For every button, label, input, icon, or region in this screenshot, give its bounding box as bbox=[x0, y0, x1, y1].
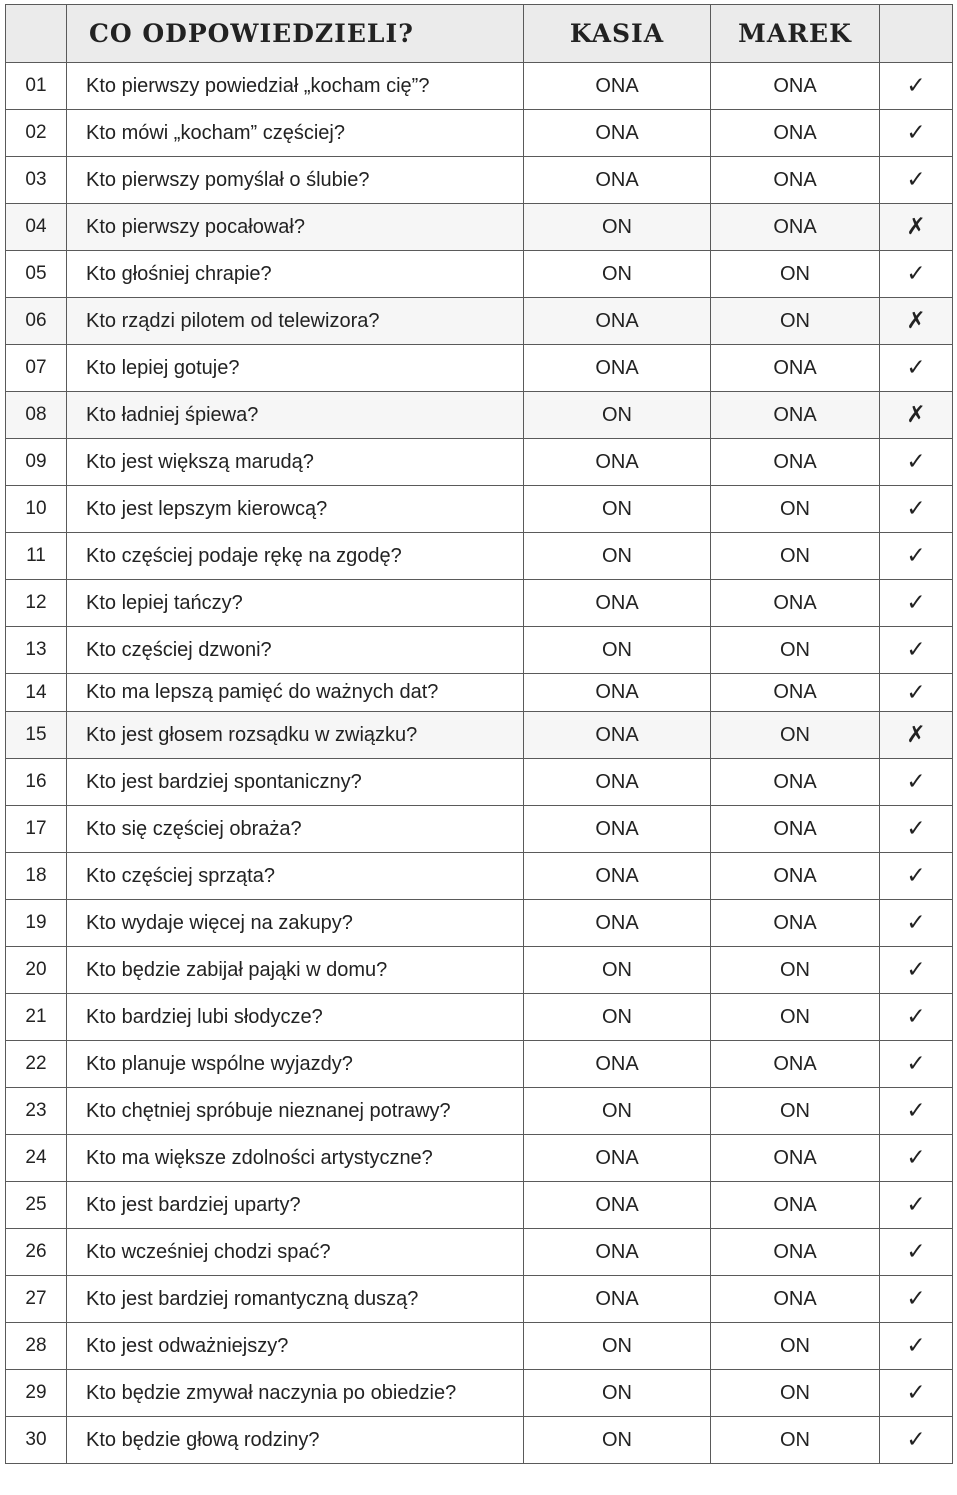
table-row bbox=[6, 627, 953, 674]
table-row bbox=[6, 204, 953, 251]
row-question: Kto będzie zabijał pająki w domu? bbox=[67, 947, 524, 994]
row-number: 16 bbox=[6, 759, 67, 806]
row-marek-answer: ONA bbox=[711, 806, 880, 853]
row-marek-answer: ON bbox=[711, 486, 880, 533]
row-marek-answer: ON bbox=[711, 627, 880, 674]
row-number: 13 bbox=[6, 627, 67, 674]
row-question: Kto będzie zmywał naczynia po obiedzie? bbox=[67, 1370, 524, 1417]
row-kasia-answer: ON bbox=[524, 486, 711, 533]
table-row bbox=[6, 110, 953, 157]
header-kasia: KASIA bbox=[524, 5, 711, 63]
row-kasia-answer: ON bbox=[524, 1323, 711, 1370]
row-question: Kto chętniej spróbuje nieznanej potrawy? bbox=[67, 1088, 524, 1135]
row-number: 03 bbox=[6, 157, 67, 204]
row-number: 18 bbox=[6, 853, 67, 900]
row-number: 01 bbox=[6, 63, 67, 110]
row-kasia-answer: ON bbox=[524, 1417, 711, 1464]
row-kasia-answer: ONA bbox=[524, 157, 711, 204]
table-row bbox=[6, 674, 953, 712]
row-number: 02 bbox=[6, 110, 67, 157]
table-row bbox=[6, 1135, 953, 1182]
row-marek-answer: ONA bbox=[711, 759, 880, 806]
row-match-mark: ✓ bbox=[880, 1417, 953, 1464]
row-match-mark: ✓ bbox=[880, 157, 953, 204]
header-marek: MAREK bbox=[711, 5, 880, 63]
row-question: Kto rządzi pilotem od telewizora? bbox=[67, 298, 524, 345]
row-match-mark: ✓ bbox=[880, 63, 953, 110]
table-row bbox=[6, 533, 953, 580]
row-match-mark: ✓ bbox=[880, 674, 953, 712]
row-match-mark: ✗ bbox=[880, 298, 953, 345]
header-match-cell bbox=[880, 5, 953, 63]
table-row bbox=[6, 853, 953, 900]
table-row bbox=[6, 1182, 953, 1229]
row-marek-answer: ONA bbox=[711, 345, 880, 392]
table-row bbox=[6, 251, 953, 298]
table-row bbox=[6, 63, 953, 110]
row-match-mark: ✓ bbox=[880, 900, 953, 947]
header-row bbox=[6, 5, 953, 63]
table-row bbox=[6, 298, 953, 345]
row-marek-answer: ONA bbox=[711, 1229, 880, 1276]
table-row bbox=[6, 947, 953, 994]
row-match-mark: ✓ bbox=[880, 1182, 953, 1229]
row-number: 24 bbox=[6, 1135, 67, 1182]
row-number: 12 bbox=[6, 580, 67, 627]
row-kasia-answer: ONA bbox=[524, 1135, 711, 1182]
row-kasia-answer: ONA bbox=[524, 1276, 711, 1323]
row-number: 29 bbox=[6, 1370, 67, 1417]
row-marek-answer: ON bbox=[711, 1088, 880, 1135]
row-match-mark: ✓ bbox=[880, 486, 953, 533]
row-marek-answer: ONA bbox=[711, 1276, 880, 1323]
row-marek-answer: ONA bbox=[711, 204, 880, 251]
row-kasia-answer: ONA bbox=[524, 759, 711, 806]
row-question: Kto pierwszy pomyślał o ślubie? bbox=[67, 157, 524, 204]
row-number: 27 bbox=[6, 1276, 67, 1323]
row-question: Kto częściej sprząta? bbox=[67, 853, 524, 900]
row-number: 22 bbox=[6, 1041, 67, 1088]
row-match-mark: ✓ bbox=[880, 1088, 953, 1135]
row-match-mark: ✓ bbox=[880, 853, 953, 900]
row-question: Kto lepiej gotuje? bbox=[67, 345, 524, 392]
row-kasia-answer: ONA bbox=[524, 806, 711, 853]
table-row bbox=[6, 1417, 953, 1464]
row-question: Kto jest bardziej romantyczną duszą? bbox=[67, 1276, 524, 1323]
row-number: 11 bbox=[6, 533, 67, 580]
row-kasia-answer: ONA bbox=[524, 298, 711, 345]
row-question: Kto pierwszy powiedział „kocham cię”? bbox=[67, 63, 524, 110]
row-kasia-answer: ONA bbox=[524, 63, 711, 110]
row-match-mark: ✓ bbox=[880, 627, 953, 674]
row-match-mark: ✓ bbox=[880, 1276, 953, 1323]
row-match-mark: ✓ bbox=[880, 1041, 953, 1088]
row-question: Kto bardziej lubi słodycze? bbox=[67, 994, 524, 1041]
header-number-cell bbox=[6, 5, 67, 63]
row-match-mark: ✓ bbox=[880, 1135, 953, 1182]
row-marek-answer: ON bbox=[711, 1417, 880, 1464]
row-number: 25 bbox=[6, 1182, 67, 1229]
table-row bbox=[6, 392, 953, 439]
row-match-mark: ✓ bbox=[880, 533, 953, 580]
row-marek-answer: ON bbox=[711, 994, 880, 1041]
row-kasia-answer: ONA bbox=[524, 110, 711, 157]
row-number: 17 bbox=[6, 806, 67, 853]
row-marek-answer: ON bbox=[711, 712, 880, 759]
row-marek-answer: ONA bbox=[711, 63, 880, 110]
row-kasia-answer: ONA bbox=[524, 900, 711, 947]
row-number: 30 bbox=[6, 1417, 67, 1464]
row-kasia-answer: ONA bbox=[524, 712, 711, 759]
row-question: Kto częściej dzwoni? bbox=[67, 627, 524, 674]
row-marek-answer: ON bbox=[711, 1370, 880, 1417]
row-match-mark: ✓ bbox=[880, 947, 953, 994]
row-marek-answer: ONA bbox=[711, 1135, 880, 1182]
table-row bbox=[6, 580, 953, 627]
row-question: Kto lepiej tańczy? bbox=[67, 580, 524, 627]
row-kasia-answer: ON bbox=[524, 1088, 711, 1135]
row-number: 09 bbox=[6, 439, 67, 486]
row-marek-answer: ON bbox=[711, 1323, 880, 1370]
row-kasia-answer: ONA bbox=[524, 853, 711, 900]
row-number: 08 bbox=[6, 392, 67, 439]
table-row bbox=[6, 1229, 953, 1276]
table-row bbox=[6, 806, 953, 853]
row-match-mark: ✓ bbox=[880, 1323, 953, 1370]
row-marek-answer: ONA bbox=[711, 853, 880, 900]
row-number: 04 bbox=[6, 204, 67, 251]
row-marek-answer: ONA bbox=[711, 439, 880, 486]
answers-table bbox=[5, 4, 953, 1464]
table-row bbox=[6, 1276, 953, 1323]
table-row bbox=[6, 1088, 953, 1135]
row-kasia-answer: ONA bbox=[524, 580, 711, 627]
table-row bbox=[6, 345, 953, 392]
row-question: Kto wydaje więcej na zakupy? bbox=[67, 900, 524, 947]
row-question: Kto jest lepszym kierowcą? bbox=[67, 486, 524, 533]
row-number: 06 bbox=[6, 298, 67, 345]
row-kasia-answer: ONA bbox=[524, 439, 711, 486]
table-row bbox=[6, 994, 953, 1041]
row-match-mark: ✓ bbox=[880, 1229, 953, 1276]
row-question: Kto ładniej śpiewa? bbox=[67, 392, 524, 439]
row-marek-answer: ON bbox=[711, 251, 880, 298]
row-kasia-answer: ONA bbox=[524, 1041, 711, 1088]
row-number: 26 bbox=[6, 1229, 67, 1276]
row-match-mark: ✓ bbox=[880, 251, 953, 298]
row-marek-answer: ON bbox=[711, 947, 880, 994]
row-question: Kto jest bardziej spontaniczny? bbox=[67, 759, 524, 806]
row-number: 21 bbox=[6, 994, 67, 1041]
table-row bbox=[6, 439, 953, 486]
row-number: 10 bbox=[6, 486, 67, 533]
row-match-mark: ✗ bbox=[880, 204, 953, 251]
row-match-mark: ✓ bbox=[880, 994, 953, 1041]
row-number: 07 bbox=[6, 345, 67, 392]
row-marek-answer: ONA bbox=[711, 580, 880, 627]
row-number: 19 bbox=[6, 900, 67, 947]
row-kasia-answer: ONA bbox=[524, 345, 711, 392]
table-row bbox=[6, 1041, 953, 1088]
row-kasia-answer: ONA bbox=[524, 1182, 711, 1229]
row-question: Kto się częściej obraża? bbox=[67, 806, 524, 853]
row-number: 14 bbox=[6, 674, 67, 712]
row-kasia-answer: ONA bbox=[524, 1229, 711, 1276]
row-marek-answer: ONA bbox=[711, 157, 880, 204]
row-kasia-answer: ON bbox=[524, 251, 711, 298]
row-question: Kto jest odważniejszy? bbox=[67, 1323, 524, 1370]
row-marek-answer: ON bbox=[711, 533, 880, 580]
row-marek-answer: ONA bbox=[711, 1041, 880, 1088]
row-kasia-answer: ON bbox=[524, 204, 711, 251]
row-question: Kto głośniej chrapie? bbox=[67, 251, 524, 298]
row-kasia-answer: ONA bbox=[524, 674, 711, 712]
table-row bbox=[6, 1323, 953, 1370]
row-question: Kto mówi „kocham” częściej? bbox=[67, 110, 524, 157]
row-question: Kto ma lepszą pamięć do ważnych dat? bbox=[67, 674, 524, 712]
row-question: Kto planuje wspólne wyjazdy? bbox=[67, 1041, 524, 1088]
table-row bbox=[6, 900, 953, 947]
row-kasia-answer: ON bbox=[524, 947, 711, 994]
row-match-mark: ✓ bbox=[880, 759, 953, 806]
row-number: 05 bbox=[6, 251, 67, 298]
row-match-mark: ✓ bbox=[880, 580, 953, 627]
row-marek-answer: ONA bbox=[711, 674, 880, 712]
table-row bbox=[6, 759, 953, 806]
row-kasia-answer: ON bbox=[524, 392, 711, 439]
row-question: Kto jest głosem rozsądku w związku? bbox=[67, 712, 524, 759]
row-kasia-answer: ON bbox=[524, 627, 711, 674]
row-question: Kto częściej podaje rękę na zgodę? bbox=[67, 533, 524, 580]
row-number: 23 bbox=[6, 1088, 67, 1135]
row-question: Kto będzie głową rodziny? bbox=[67, 1417, 524, 1464]
header-question: CO ODPOWIEDZIELI? bbox=[67, 5, 524, 63]
row-question: Kto jest bardziej uparty? bbox=[67, 1182, 524, 1229]
row-match-mark: ✗ bbox=[880, 392, 953, 439]
row-question: Kto jest większą marudą? bbox=[67, 439, 524, 486]
row-match-mark: ✓ bbox=[880, 110, 953, 157]
row-match-mark: ✓ bbox=[880, 439, 953, 486]
row-kasia-answer: ON bbox=[524, 1370, 711, 1417]
row-marek-answer: ONA bbox=[711, 392, 880, 439]
row-kasia-answer: ON bbox=[524, 994, 711, 1041]
row-question: Kto wcześniej chodzi spać? bbox=[67, 1229, 524, 1276]
row-question: Kto ma większe zdolności artystyczne? bbox=[67, 1135, 524, 1182]
row-marek-answer: ONA bbox=[711, 900, 880, 947]
row-match-mark: ✓ bbox=[880, 806, 953, 853]
table-row bbox=[6, 486, 953, 533]
row-match-mark: ✓ bbox=[880, 1370, 953, 1417]
table-row bbox=[6, 1370, 953, 1417]
table-row bbox=[6, 157, 953, 204]
row-question: Kto pierwszy pocałował? bbox=[67, 204, 524, 251]
row-match-mark: ✗ bbox=[880, 712, 953, 759]
row-kasia-answer: ON bbox=[524, 533, 711, 580]
row-match-mark: ✓ bbox=[880, 345, 953, 392]
row-number: 15 bbox=[6, 712, 67, 759]
row-marek-answer: ONA bbox=[711, 1182, 880, 1229]
row-marek-answer: ON bbox=[711, 298, 880, 345]
row-marek-answer: ONA bbox=[711, 110, 880, 157]
row-number: 28 bbox=[6, 1323, 67, 1370]
row-number: 20 bbox=[6, 947, 67, 994]
table-row bbox=[6, 712, 953, 759]
